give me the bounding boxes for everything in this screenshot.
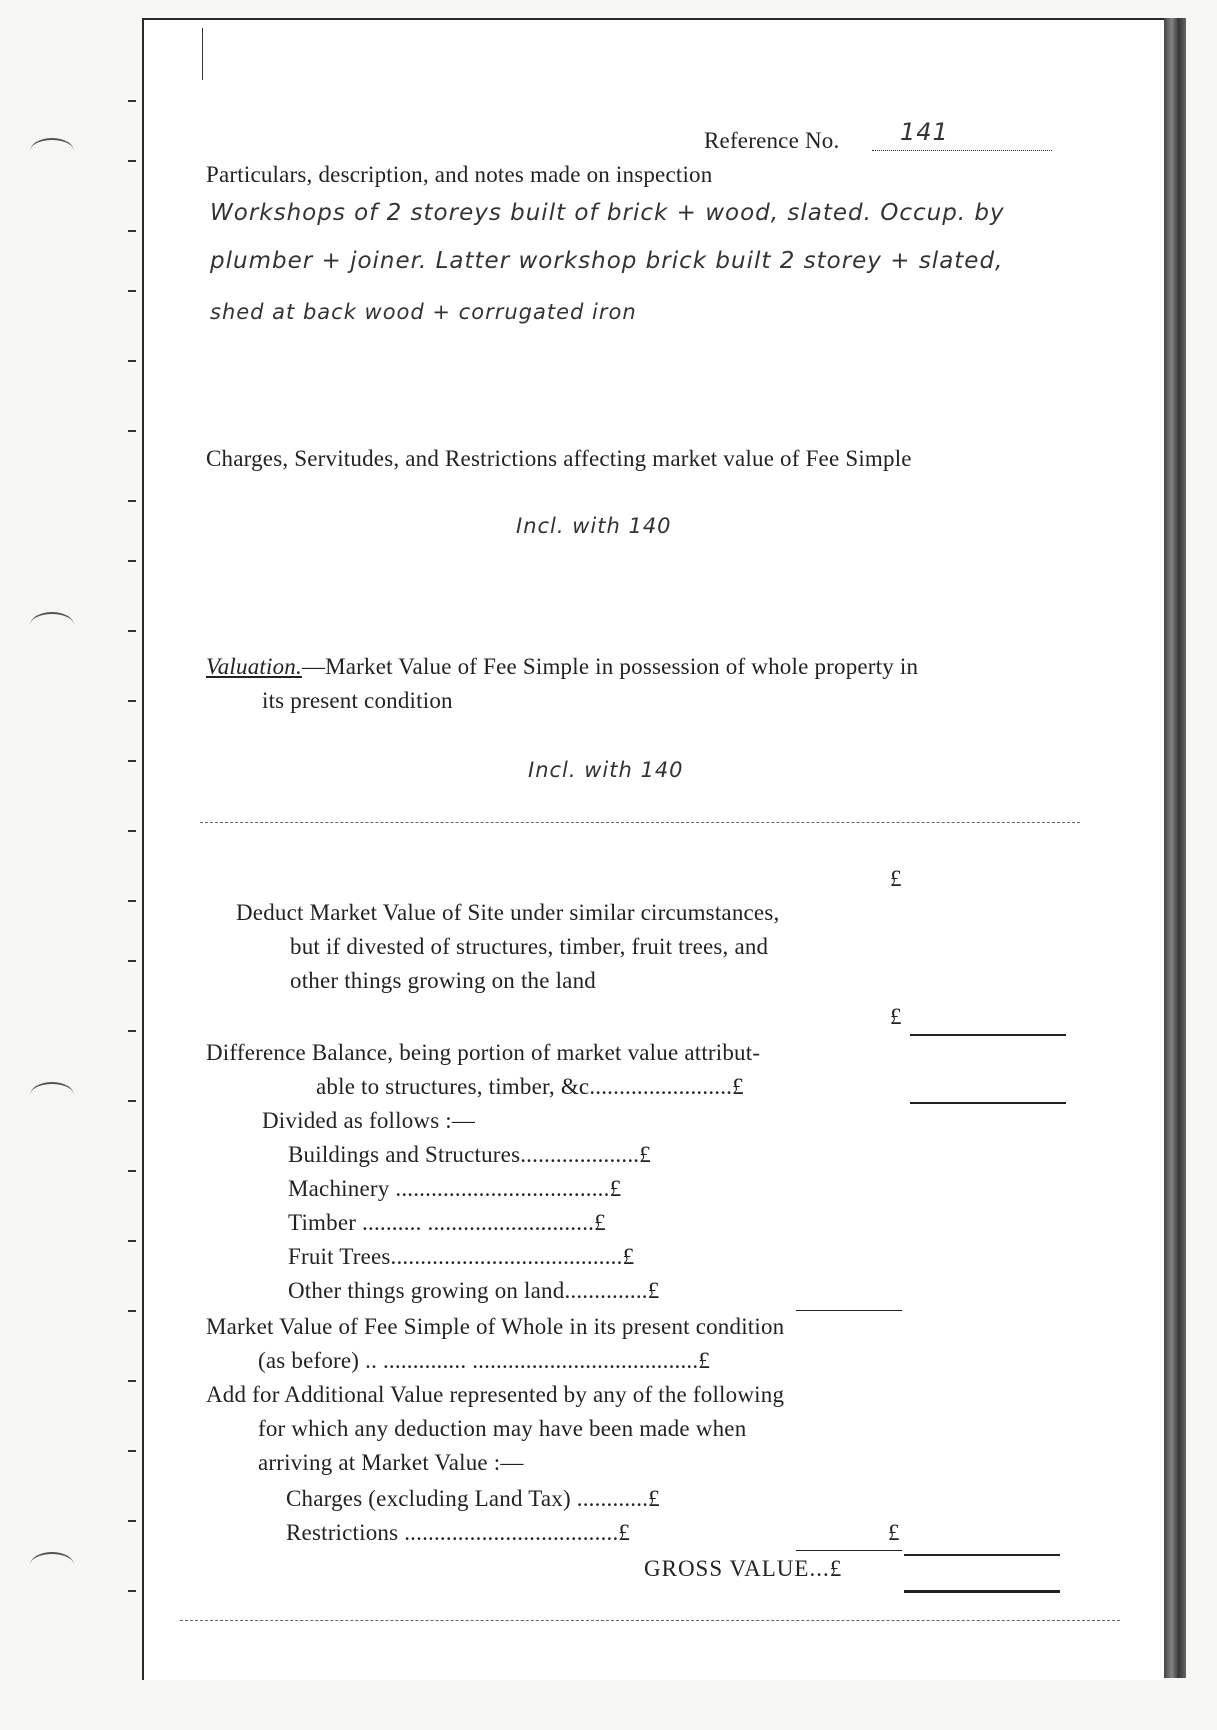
valuation-heading-text: —Market Value of Fee Simple in possession of whole property in [301, 654, 919, 679]
charges-note: Incl. with 140 [516, 514, 672, 538]
charges-heading: Charges, Servitudes, and Restrictions affecting market value of Fee Simple [206, 446, 912, 471]
valuation-label: Valuation. [206, 654, 302, 679]
reference-label: Reference No. [704, 128, 840, 153]
add-item: Charges (excluding Land Tax) ............£ [286, 1486, 660, 1511]
punch-hole-mark [30, 1082, 74, 1108]
difference-line: able to structures, timber, &c........................£ [316, 1074, 744, 1099]
divided-item: Other things growing on land..............£ [288, 1278, 660, 1303]
market-value-line: Market Value of Fee Simple of Whole in its present condition [206, 1314, 785, 1339]
deduct-line: other things growing on the land [290, 968, 596, 993]
particulars-heading: Particulars, description, and notes made on inspection [206, 162, 713, 187]
reference-value: 141 [900, 118, 949, 146]
divided-heading: Divided as follows :— [262, 1108, 476, 1133]
binding-tick-marks [128, 60, 138, 1660]
reference-line [872, 150, 1052, 151]
pound-sign: £ [890, 1004, 902, 1029]
add-line: arriving at Market Value :— [258, 1450, 524, 1475]
particulars-note-line: shed at back wood + corrugated iron [210, 300, 637, 324]
amount-line [904, 1554, 1060, 1556]
deduct-line: but if divested of structures, timber, fruit trees, and [290, 934, 769, 959]
difference-line: Difference Balance, being portion of market value attribut- [206, 1040, 761, 1065]
punch-hole-mark [30, 138, 74, 164]
footer-divider [180, 1620, 1120, 1621]
margin-rule [202, 28, 203, 80]
add-line: for which any deduction may have been made when [258, 1416, 747, 1441]
subtotal-line [796, 1550, 902, 1551]
particulars-note-line: Workshops of 2 storeys built of brick + wood, slated. Occup. by [210, 200, 1005, 226]
valuation-heading [206, 654, 918, 680]
punch-hole-mark [30, 1552, 74, 1578]
amount-line [910, 1102, 1066, 1104]
gross-value-label: GROSS VALUE...£ [644, 1556, 843, 1581]
valuation-heading-line2: its present condition [262, 688, 453, 713]
add-line: Add for Additional Value represented by any of the following [206, 1382, 785, 1407]
subtotal-line [796, 1310, 902, 1311]
divided-item: Machinery ....................................£ [288, 1176, 622, 1201]
punch-hole-mark [30, 612, 74, 638]
divided-item: Timber .......... ............................£ [288, 1210, 606, 1235]
valuation-divider [200, 822, 1080, 823]
gross-value-line [904, 1590, 1060, 1593]
market-value-line: (as before) .. .............. ......................................£ [258, 1348, 711, 1373]
add-item: Restrictions ....................................£ [286, 1520, 631, 1545]
pound-sign: £ [888, 1520, 900, 1545]
particulars-note-line: plumber + joiner. Latter workshop brick built 2 storey + slated, [210, 248, 1004, 274]
pound-sign: £ [890, 866, 902, 891]
amount-line [910, 1034, 1066, 1036]
deduct-line: Deduct Market Value of Site under similar circumstances, [236, 900, 780, 925]
divided-item: Buildings and Structures....................£ [288, 1142, 651, 1167]
divided-item: Fruit Trees.......................................£ [288, 1244, 635, 1269]
valuation-note: Incl. with 140 [528, 758, 684, 782]
